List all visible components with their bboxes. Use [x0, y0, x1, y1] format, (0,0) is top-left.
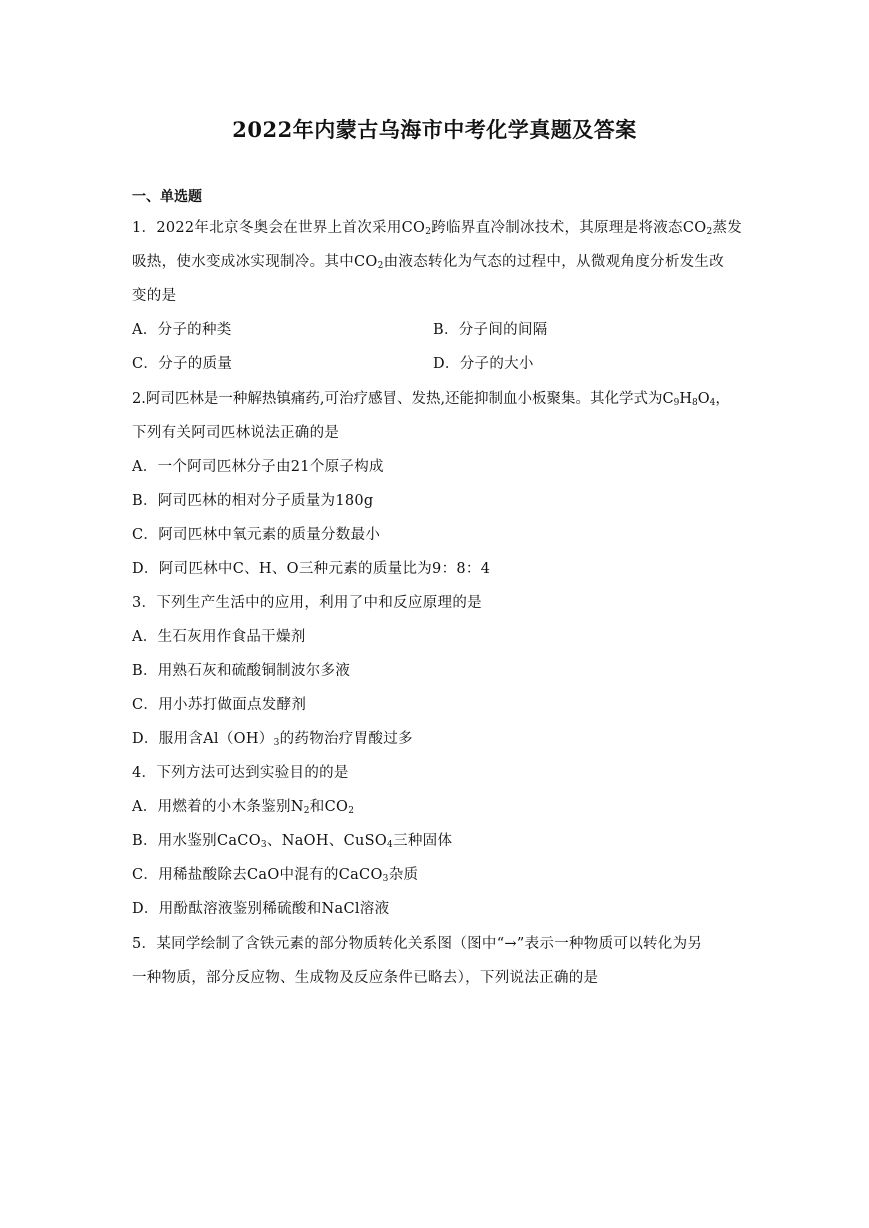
q3-text: D．服用含Al（OH）: [132, 731, 274, 747]
q4-line-1: 4．下列方法可达到实验目的的是: [132, 765, 349, 781]
q4-option-d: D．用酚酞溶液鉴别稀硫酸和NaCl溶液: [132, 901, 390, 917]
page-title: 2022年内蒙古乌海市中考化学真题及答案: [232, 117, 637, 142]
q4-text: A．用燃着的小木条鉴别N: [132, 799, 304, 815]
section-heading: 一、单选题: [132, 189, 202, 205]
subscript: 2: [348, 806, 355, 816]
subscript: 4: [709, 398, 716, 408]
subscript: 2: [303, 806, 310, 816]
q1-line-2: [132, 250, 724, 271]
q2-option-d: D．阿司匹林中C、H、O三种元素的质量比为9：8：4: [132, 561, 491, 577]
q3-option-a: A．生石灰用作食品干燥剂: [132, 629, 306, 645]
q1-text: 1．2022年北京冬奥会在世界上首次采用CO: [132, 220, 426, 236]
q4-text: 杂质: [388, 867, 419, 883]
q4-text: 和CO: [309, 799, 349, 815]
q2-option-b: B．阿司匹林的相对分子质量为180g: [132, 493, 374, 509]
q1-text: 蒸发: [712, 220, 743, 236]
q4-option-c: [132, 863, 418, 884]
q1-option-c: C．分子的质量: [132, 356, 233, 372]
q1-text: 跨临界直冷制冰技术，其原理是将液态CO: [431, 220, 707, 236]
q4-option-a: [132, 795, 354, 816]
q2-text: O: [697, 391, 710, 407]
q1-option-a: A．分子的种类: [132, 322, 232, 338]
q2-option-a: A．一个阿司匹林分子由21个原子构成: [132, 459, 384, 475]
q4-text: 三种固体: [393, 833, 453, 849]
q3-text: 的药物治疗胃酸过多: [279, 731, 413, 747]
subscript: 3: [382, 874, 389, 884]
subscript: 2: [377, 261, 384, 271]
subscript: 8: [692, 398, 698, 408]
subscript: 4: [387, 840, 394, 850]
subscript: 2: [425, 227, 432, 237]
q1-option-b: B．分子间的间隔: [433, 322, 548, 338]
q3-option-c: C．用小苏打做面点发酵剂: [132, 697, 307, 713]
q1-text: 由液态转化为气态的过程中，从微观角度分析发生改: [383, 254, 725, 270]
q4-text: C．用稀盐酸除去CaO中混有的CaCO: [132, 867, 383, 883]
q3-option-d: [132, 727, 413, 748]
q2-text: ，: [715, 391, 730, 407]
q4-text: 、NaOH、CuSO: [266, 833, 388, 849]
q2-line-1: [132, 387, 730, 408]
q2-text: 2.阿司匹林是一种解热镇痛药,可治疗感冒、发热,还能抑制血小板聚集。其化学式为C: [132, 391, 674, 407]
q4-option-b: [132, 829, 452, 850]
q5-line-2: 一种物质，部分反应物、生成物及反应条件已略去），下列说法正确的是: [132, 970, 599, 986]
q4-text: B．用水鉴别CaCO: [132, 833, 261, 849]
q1-text: 吸热，使水变成冰实现制冷。其中CO: [132, 254, 378, 270]
q5-line-1: 5．某同学绘制了含铁元素的部分物质转化关系图（图中“→”表示一种物质可以转化为另: [132, 936, 703, 952]
subscript: 2: [706, 227, 713, 237]
q1-line-1: [132, 216, 742, 237]
q1-line-3: 变的是: [132, 288, 177, 304]
subscript: 3: [273, 738, 280, 748]
q2-text: H: [679, 391, 693, 407]
subscript: 3: [260, 840, 267, 850]
q2-option-c: C．阿司匹林中氧元素的质量分数最小: [132, 527, 381, 543]
q2-line-2: 下列有关阿司匹林说法正确的是: [132, 425, 340, 441]
q1-option-d: D．分子的大小: [433, 356, 534, 372]
subscript: 9: [673, 398, 680, 408]
q3-line-1: 3．下列生产生活中的应用，利用了中和反应原理的是: [132, 595, 482, 611]
q3-option-b: B．用熟石灰和硫酸铜制波尔多液: [132, 663, 351, 679]
